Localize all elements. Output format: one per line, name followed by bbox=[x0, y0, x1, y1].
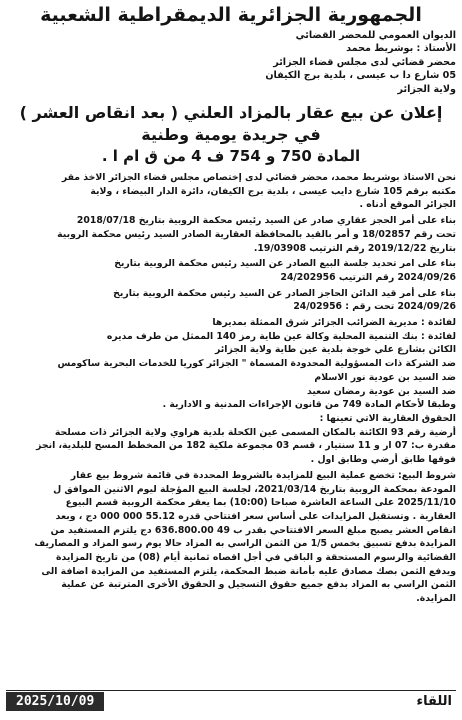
text-line: المزايدة بدفع تسبيق بخمس 1/5 من الثمن الراسي به المزاد حالا يوم رسو المزاد و المصاريف bbox=[34, 538, 456, 550]
notice-body bbox=[6, 171, 456, 606]
text-line: الكائن بشارع علي خوجة بلدية عين طاية ولاية الجزائر bbox=[214, 344, 456, 356]
rights-paragraph bbox=[6, 426, 456, 467]
text-line: نحن الاستاذ بوشريط محمد، محضر قضائي لدى إختصاص مجلس قضاء الجزائر الاخذ مقر bbox=[61, 172, 456, 184]
text-line: 2024/09/26 رقم الترتيب 24/202956 bbox=[280, 271, 456, 283]
seizure-order-paragraph bbox=[6, 214, 456, 255]
court-name: محضر قضائي لدى مجلس قضاء الجزائر bbox=[273, 56, 456, 68]
text-line: ضد السيد بن عودية نور الاسلام bbox=[314, 371, 456, 383]
text-line: فوقها طابق أرضي وطابق اول . bbox=[310, 454, 456, 466]
text-line: الثمن الراسي به المزاد بدفع جميع حقوق التسجيل و الحقوق الأخرى المترتبة عن عملية bbox=[61, 579, 456, 591]
text-line: العقارية . وتستقبل المزايدات على أساس سعر افتتاحي قدره 55.12 000 000 دج ، وبعد bbox=[55, 510, 456, 522]
text-line: وطبقا لأحكام المادة 749 من قانون الإجراءات المدنية و الادارية . bbox=[162, 399, 456, 411]
text-line: ضد السيد بن عودية رمضان سعيد bbox=[306, 385, 456, 397]
master-name: الأستاذ : بوشريط محمد bbox=[346, 43, 456, 55]
parties-paragraph bbox=[6, 316, 456, 412]
office-header bbox=[6, 29, 456, 96]
intro-paragraph bbox=[6, 171, 456, 212]
newspaper-name: اللقاء bbox=[416, 694, 452, 709]
text-line: المودعة بمحكمة الروبية بتاريخ 2021/03/14، لجلسة البيع المؤجلة ليوم الاثنين الموافق ل bbox=[53, 483, 456, 495]
text-line: الحقوق العقارية الاتي تعينها : bbox=[319, 412, 456, 424]
text-line: أرضية رقم 93 الكائنة بالمكان المسمى عين الكحلة بلدية هراوي ولاية الجزائر ذات مسلحة bbox=[54, 426, 456, 438]
rights-heading bbox=[6, 412, 456, 426]
text-line: مقدرة ب: 07 ار و 11 سنتيار ، قسم 03 مجموعة ملكية 182 من المخطط المسح للبلدية، انجز bbox=[36, 440, 456, 452]
text-line: ضد الشركة ذات المسؤولية المحدودة المسماة " الجزائر كوريا للخدمات البحرية ساكومس bbox=[57, 358, 456, 370]
announcement-articles: المادة 750 و 754 ف 4 من ق ام ا . bbox=[101, 147, 361, 166]
text-line: الجزائر الموقع أدناه . bbox=[359, 199, 456, 211]
text-line: 2024/09/26 تحت رقم : 24/02956 bbox=[293, 301, 456, 313]
text-line: بناء على امر تحديد جلسة البيع الصادر عن السيد رئيس محكمة الروبية بتاريخ bbox=[114, 258, 456, 270]
text-line: بناء على أمر قيد الدائن الحاجز الصادر عن السيد رئيس محكمة الروبية بتاريخ bbox=[113, 287, 456, 299]
text-line: المزايدة. bbox=[416, 593, 456, 605]
announcement-subtitle: في جريدة يومية وطنية bbox=[141, 125, 321, 145]
text-line: ويدفع الثمن بصك مصادق عليه بأمانة ضبط المحكمة، يلتزم المستفيد من المزايدة اضافة الى bbox=[41, 565, 456, 577]
text-line: شروط البيع: تخضع عملية البيع للمزايدة بالشروط المحددة في قائمة شروط بيع عقار bbox=[70, 469, 456, 481]
sale-terms-paragraph bbox=[6, 469, 456, 606]
text-line: لفائدة : بنك التنمية المحلية وكالة عين طاية رمز 140 الممثل من طرف مديره bbox=[106, 330, 456, 342]
office-address: 05 شارع دا ب عيسى ، بلدية برج الكيفان bbox=[265, 70, 456, 82]
text-line: تحت رقم 18/02857 و أمر بالقيد بالمحافظة العقارية الصادر السيد رئيس محكمة الروبية bbox=[57, 228, 456, 240]
session-order-paragraph bbox=[6, 257, 456, 284]
text-line: انقاص العشر يصبح مبلغ السعر الافتتاحي بقدر ب 49 636.800.00 دج يلتزم المستفيد من bbox=[50, 524, 456, 536]
newspaper-footer bbox=[6, 690, 456, 712]
text-line: لفائدة : مديرية الضرائب الجزائر شرق الممثلة بمديرها bbox=[212, 317, 456, 329]
publication-date: 2025/10/09 bbox=[6, 692, 104, 711]
republic-title: الجمهورية الجزائرية الديمقراطية الشعبية bbox=[40, 4, 422, 26]
text-line: مكتبه برقم 105 شارع دايب عيسى ، بلدية برج الكيفان، دائرة الدار البيضاء ، ولاية bbox=[90, 185, 456, 197]
creditor-order-paragraph bbox=[6, 287, 456, 314]
announcement-title: إعلان عن بيع عقار بالمزاد العلني ( بعد انقاص العشر ) bbox=[19, 103, 443, 123]
text-line: 2025/11/10 على الساعة العاشرة صباحا (10:00) بما يعقر محكمة الروبية قسم البيوع bbox=[65, 497, 456, 509]
office-wilaya: ولاية الجزائر bbox=[397, 83, 456, 95]
text-line: بتاريخ 2019/12/22 رقم الترتيب 19/03908. bbox=[253, 242, 456, 254]
text-line: القضائية والرسوم المستحقة و الباقي في أجل اقصاه ثمانية أيام (08) من تاريخ المزايدة bbox=[55, 552, 456, 564]
office-name: الديوان العمومي للمحضر القضائي bbox=[295, 30, 456, 41]
text-line: بناء على أمر الحجز عقاري صادر عن السيد رئيس محكمة الروبية بتاريخ 2018/07/18 bbox=[76, 215, 456, 227]
